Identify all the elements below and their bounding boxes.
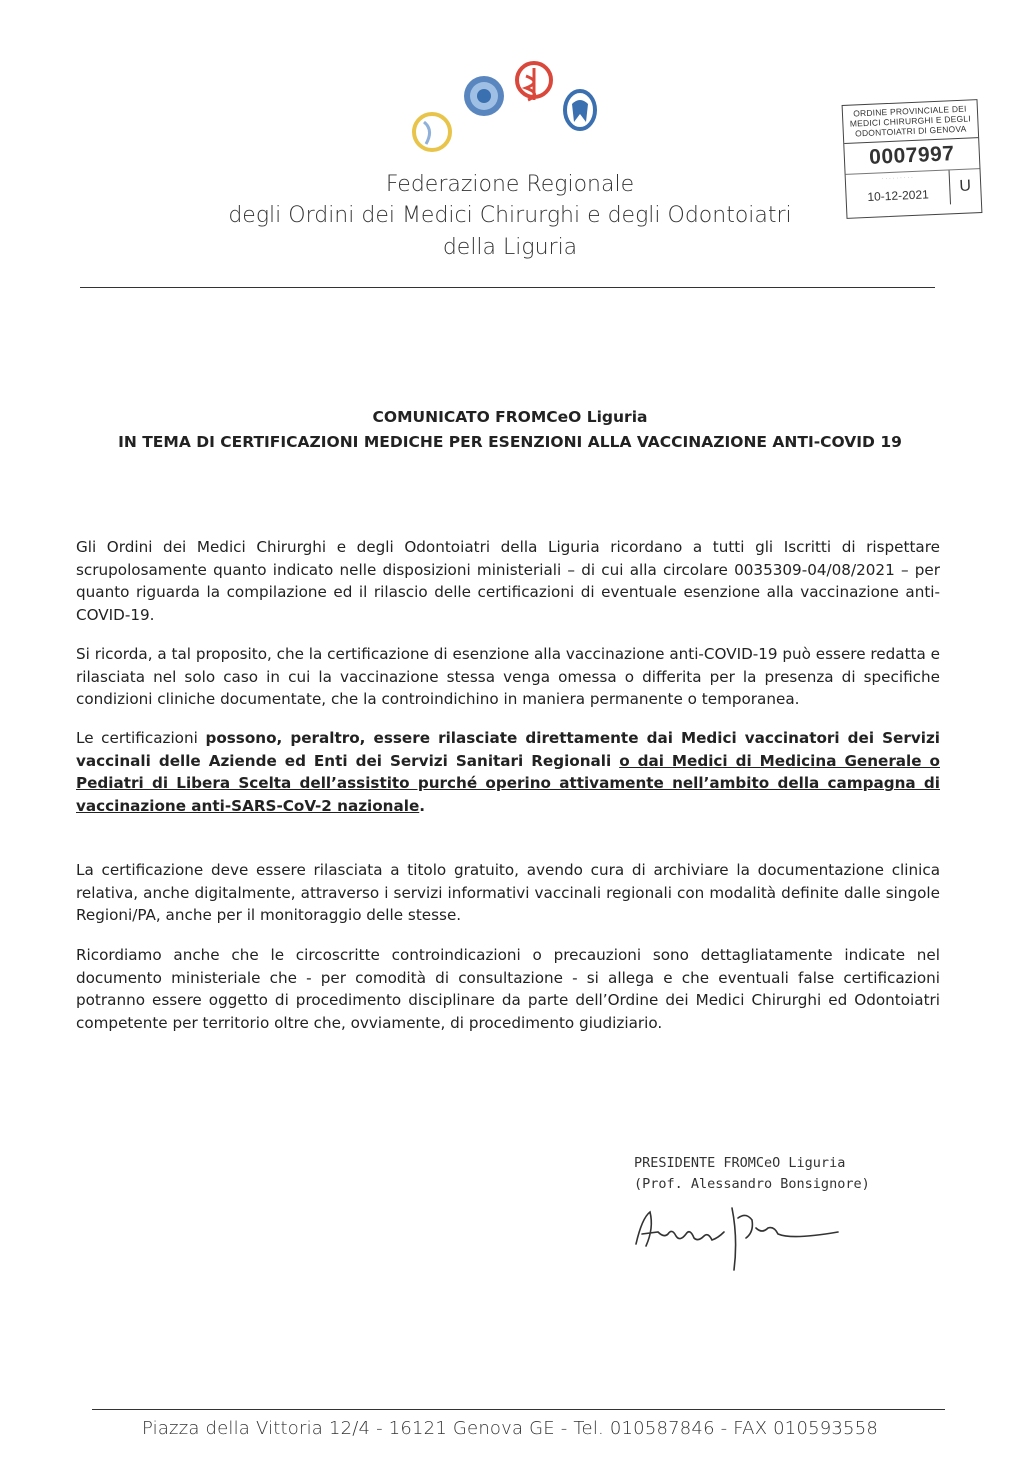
paragraph-3-plain: Le certificazioni <box>76 729 206 747</box>
title-line-1: COMUNICATO FROMCeO Liguria <box>372 408 648 426</box>
organization-header <box>190 170 830 264</box>
org-name-line-3: della Liguria <box>442 235 578 260</box>
title-line-2: IN TEMA DI CERTIFICAZIONI MEDICHE PER ESENZIONI ALLA VACCINAZIONE ANTI-COVID 19 <box>118 433 902 451</box>
paragraph-1: Gli Ordini dei Medici Chirurghi e degli Odontoiatri della Liguria ricordano a tutti gli Iscritti di rispettare scrupolosamente quanto indicato nelle disposizioni ministeriali – di cui alla circolare 0035309-04/08/2021 – per quanto riguarda la compilazione ed il rilascio delle certificazioni di eventuale esenzione alla vaccinazione anti-COVID-19. <box>76 538 940 624</box>
signatory-name: (Prof. Alessandro Bonsignore) <box>634 1176 870 1192</box>
paragraph-5: Ricordiamo anche che le circoscritte controindicazioni o precauzioni sono dettagliatamente indicate nel documento ministeriale che - per comodità di consultazione - si allega e che eventuali false certificazioni potranno essere oggetto di procedimento disciplinare da parte dell’Ordine dei Medici Chirurghi ed Odontoiatri competente per territorio oltre che, ovviamente, di procedimento giudiziario. <box>76 946 940 1032</box>
signature-block <box>634 1153 870 1195</box>
stamp-direction: U <box>949 169 981 204</box>
protocol-stamp: ORDINE PROVINCIALE DEI MEDICI CHIRURGHI E DEGLI ODONTOIATRI DI GENOVA 0007997 · · · · · · · · · 10-12-2021 U <box>842 99 983 219</box>
handwritten-signature <box>628 1198 868 1278</box>
footer-divider <box>92 1409 945 1410</box>
signatory-role: PRESIDENTE FROMCeO Liguria <box>634 1155 846 1171</box>
footer-address: Piazza della Vittoria 12/4 - 16121 Genova GE - Tel. 010587846 - FAX 010593558 <box>141 1418 879 1439</box>
header-divider <box>80 287 935 288</box>
stamp-heading: ORDINE PROVINCIALE DEI MEDICI CHIRURGHI E DEGLI ODONTOIATRI DI GENOVA <box>843 100 979 144</box>
document-title <box>80 405 940 455</box>
org-name-line-1: Federazione Regionale <box>385 172 635 197</box>
paragraph-3-bold: possono, peraltro, essere rilasciate direttamente dai Medici vaccinatori dei Servizi vaccinali delle Aziende ed Enti dei Servizi Sanitari Regionali <box>76 729 940 770</box>
paragraph-3-end: . <box>419 796 426 815</box>
paragraph-3 <box>76 727 940 817</box>
federation-logo <box>412 60 602 160</box>
paragraph-3-underlined: o dai Medici di Medicina Generale o Pediatri di Libera Scelta dell’assistito purché operino attivamente nell’ambito della campagna di vaccinazione anti-SARS-CoV-2 nazionale <box>76 751 940 815</box>
stamp-date: 10-12-2021 <box>867 187 930 204</box>
paragraph-4: La certificazione deve essere rilasciata a titolo gratuito, avendo cura di archiviare la documentazione clinica relativa, anche digitalmente, attraverso i servizi informativi vaccinali regionali con modalità definite dalle singole Regioni/PA, anche per il monitoraggio delle stesse. <box>76 861 940 924</box>
org-name-line-2: degli Ordini dei Medici Chirurghi e degli Odontoiatri <box>228 203 792 228</box>
paragraph-2: Si ricorda, a tal proposito, che la certificazione di esenzione alla vaccinazione anti-COVID-19 può essere redatta e rilasciata nel solo caso in cui la vaccinazione stessa venga omessa o differita per la presenza di specifiche condizioni cliniche documentate, che la controindichino in maniera permanente o temporanea. <box>76 645 940 708</box>
stamp-protocol-number: 0007997 <box>844 138 979 175</box>
